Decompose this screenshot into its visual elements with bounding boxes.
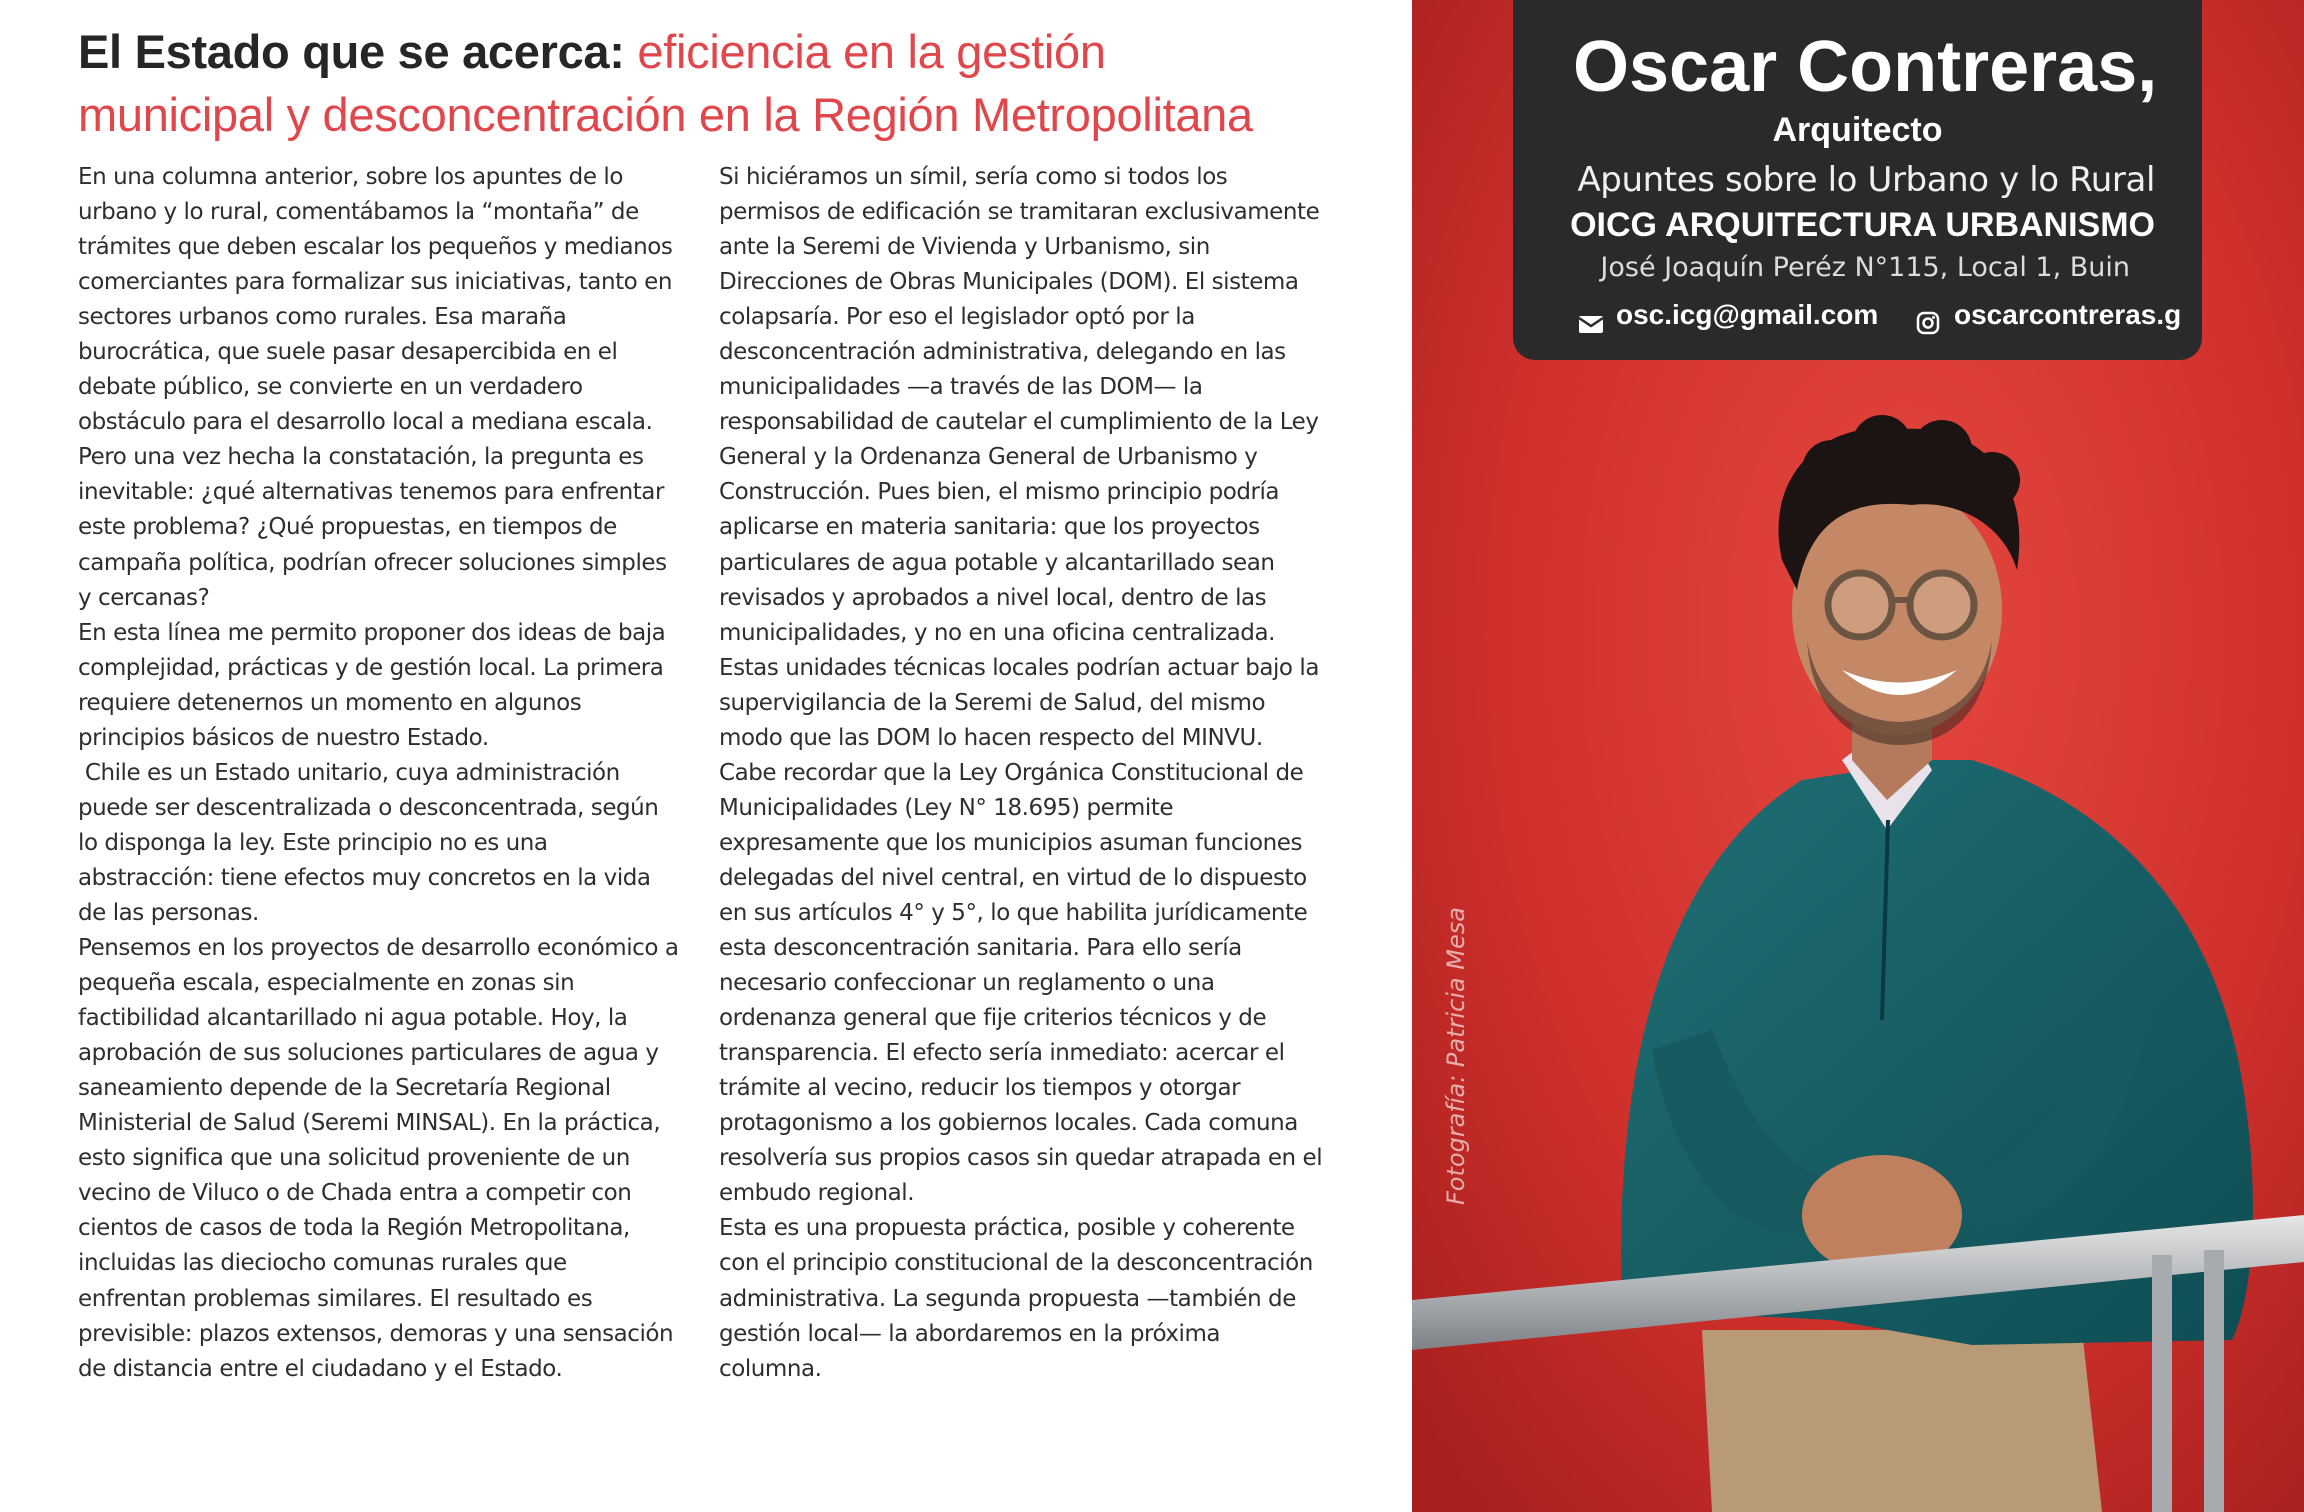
email-text: osc.icg@gmail.com <box>1616 299 1879 330</box>
author-card <box>1513 0 2202 360</box>
paragraph: Cabe recordar que la Ley Orgánica Constitucional de Municipalidades (Ley N° 18.695) permite expresamente que los municipios asuman funciones delegadas del nivel central, en virtud de lo dispuesto en sus artículos 4° y 5°, lo que habilita jurídicamente esta desconcentración sanitaria. Para ello sería necesario confeccionar un reglamento o una ordenanza general que fije criterios técnicos y de transparencia. El efecto sería inmediato: acercar el trámite al vecino, reducir los tiempos y otorgar protagonismo a los gobiernos locales. Cada comuna resolvería sus propios casos sin quedar atrapada en el embudo regional. <box>719 759 1323 1207</box>
firm-name: OICG ARQUITECTURA URBANISMO <box>1570 206 2155 244</box>
headline-accent-line2: municipal y desconcentración en la Región Metropolitana <box>78 88 1253 141</box>
paragraph: En esta línea me permito proponer dos ideas de baja complejidad, prácticas y de gestión local. La primera requiere detenernos un momento en algunos principios básicos de nuestro Estado. <box>78 619 666 751</box>
firm-address: José Joaquín Peréz N°115, Local 1, Buin <box>1600 252 2130 283</box>
glasses-lens-right <box>1910 573 1974 637</box>
column-subtitle: Apuntes sobre lo Urbano y lo Rural <box>1577 160 2155 200</box>
paragraph: Chile es un Estado unitario, cuya administración puede ser descentralizada o desconcentrada, según lo disponga la ley. Este principio no es una abstracción: tiene efectos muy concretos en la vida de las personas. <box>78 759 666 926</box>
author-name: Oscar Contreras, <box>1573 27 2158 107</box>
article-headline <box>78 20 1398 146</box>
article-column-1 <box>78 160 680 1387</box>
instagram-icon <box>1916 304 1942 326</box>
instagram-handle: oscarcontreras.g <box>1954 299 2182 330</box>
railing-post <box>2152 1255 2172 1512</box>
headline-accent-line1: eficiencia en la gestión <box>637 25 1106 78</box>
contact-row <box>1578 293 2188 337</box>
hair-curl <box>1912 420 1972 480</box>
trousers <box>1702 1330 2102 1512</box>
photo-credit: Fotografía: Patricia Mesa <box>1442 907 1470 1205</box>
instagram-link[interactable] <box>1916 293 2181 337</box>
paragraph: Pensemos en los proyectos de desarrollo económico a pequeña escala, especialmente en zonas sin factibilidad alcantarillado ni agua potable. Hoy, la aprobación de sus soluciones particulares de agua y saneamiento depende de la Secretaría Regional Ministerial de Salud (Seremi MINSAL). En la práctica, esto significa que una solicitud proveniente de un vecino de Viluco o de Chada entra a competir con cientos de casos de toda la Región Metropolitana, incluidas las dieciocho comunas rurales que enfrentan problemas similares. El resultado es previsible: plazos extensos, demoras y una sensación de distancia entre el ciudadano y el Estado. <box>78 935 679 1382</box>
envelope-icon <box>1578 304 1604 326</box>
author-title: Arquitecto <box>1772 111 1943 149</box>
headline-lead: El Estado que se acerca: <box>78 25 625 78</box>
paragraph: Si hiciéramos un símil, sería como si todos los permisos de edificación se tramitaran exclusivamente ante la Seremi de Vivienda y Urbanismo, sin Direcciones de Obras Municipales (DOM). El sistema colapsaría. Por eso el legislador optó por la desconcentración administrativa, delegando en las municipalidades —a través de las DOM— la responsabilidad de cautelar el cumplimiento de la Ley General y la Ordenanza General de Urbanismo y Construcción. Pues bien, el mismo principio podría aplicarse en materia sanitaria: que los proyectos particulares de agua potable y alcantarillado sean revisados y aprobados a nivel local, dentro de las municipalidades, y no en una oficina centralizada. Estas unidades técnicas locales podrían actuar bajo la supervigilancia de la Seremi de Salud, del mismo modo que las DOM lo hacen respecto del MINVU. <box>719 164 1320 751</box>
paragraph: En una columna anterior, sobre los apuntes de lo urbano y lo rural, comentábamos la “montaña” de trámites que deben escalar los pequeños y medianos comerciantes para formalizar sus iniciativas, tanto en sectores urbanos como rurales. Esa maraña burocrática, que suele pasar desapercibida en el debate público, se convierte en un verdadero obstáculo para el desarrollo local a mediana escala. Pero una vez hecha la constatación, la pregunta es inevitable: ¿qué alternativas tenemos para enfrentar este problema? ¿Qué propuestas, en tiempos de campaña política, podrían ofrecer soluciones simples y cercanas? <box>78 164 673 611</box>
hair-curl <box>1964 452 2020 508</box>
railing-post <box>2204 1250 2224 1512</box>
email-link[interactable] <box>1578 293 1878 337</box>
article-column-2 <box>719 160 1329 1387</box>
paragraph: Esta es una propuesta práctica, posible y coherente con el principio constitucional de la desconcentración administrativa. La segunda propuesta —también de gestión local— la abordaremos en la próxima columna. <box>719 1215 1313 1382</box>
glasses-lens-left <box>1828 573 1892 637</box>
hair-curl <box>1852 415 1912 475</box>
